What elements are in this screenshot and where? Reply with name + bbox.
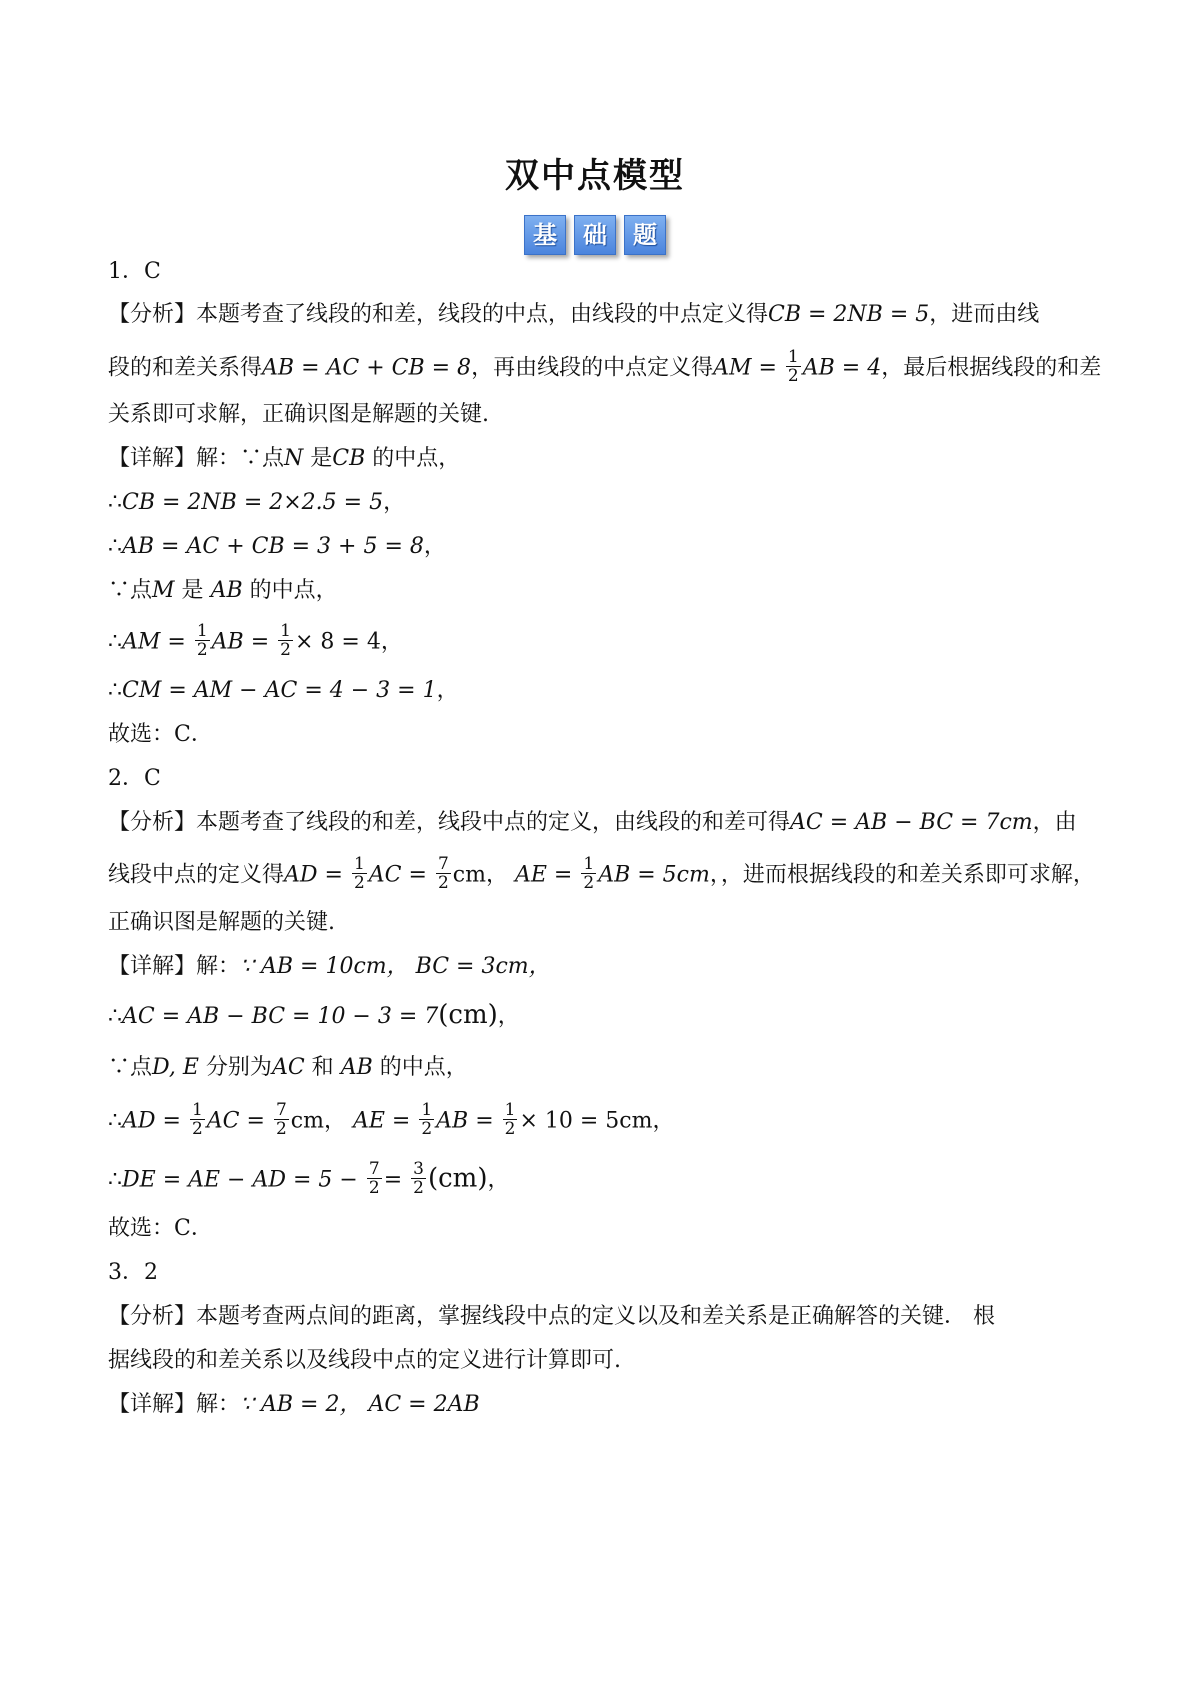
fraction: $\frac{7}{2}$ xyxy=(275,1100,287,1139)
q1-analysis-math: AB = AC + CB = 8 xyxy=(262,355,472,381)
q1-detail-line: ∴CM = AM − AC = 4 − 3 = 1， xyxy=(108,678,459,703)
q1-analysis-text: 【分析】本题考查了线段的和差，线段的中点，由线段的中点定义得 xyxy=(108,302,769,327)
q2-detail-line: ∴AD = $\frac{1}{2}$ AC = $\frac{7}{2}$ cm， AE = $\frac{1}{2}$ AB = $\frac{1}{2}$ × 10 = 5cm， xyxy=(108,1100,675,1139)
q1-analysis-text: 段的和差关系得 xyxy=(108,355,263,381)
q1-analysis-line: 关系即可求解，正确识图是解题的关键. xyxy=(108,402,489,427)
page-title: 双中点模型 xyxy=(505,156,685,196)
q3-analysis-line: 【分析】本题考查两点间的距离，掌握线段中点的定义以及和差关系是正确解答的关键． 根 xyxy=(108,1304,995,1329)
q2-analysis-line: 正确识图是解题的关键. xyxy=(108,910,335,935)
badge-char: 础 xyxy=(574,215,616,255)
q1-analysis-math: AM = xyxy=(713,355,777,381)
q1-detail-line: ∴AB = AC + CB = 3 + 5 = 8， xyxy=(108,534,446,559)
q2-detail-line: ∴DE = AE − AD = 5 − $\frac{7}{2}$ = $\frac{3}{2}$ (cm)， xyxy=(108,1159,510,1198)
detail-label: 【详解】解： xyxy=(108,954,241,979)
fraction: $\frac{1}{2}$ xyxy=(421,1100,433,1139)
badge-char: 题 xyxy=(624,215,666,255)
fraction: $\frac{1}{2}$ xyxy=(196,621,208,660)
fraction: $\frac{1}{2}$ xyxy=(583,854,595,893)
q1-analysis-math: AB = 4 xyxy=(802,355,882,381)
fraction: $\frac{1}{2}$ xyxy=(191,1100,203,1139)
fraction: $\frac{1}{2}$ xyxy=(353,854,365,893)
q1-analysis-text: ，进而由线 xyxy=(929,302,1040,327)
q1-analysis-text: ，再由线段的中点定义得 xyxy=(471,355,714,381)
q3-analysis-line: 据线段的和差关系以及线段中点的定义进行计算即可. xyxy=(108,1348,621,1373)
fraction: $\frac{7}{2}$ xyxy=(368,1159,380,1198)
fraction: $\frac{1}{2}$ xyxy=(280,621,291,660)
q2-detail-line: 【详解】解：∵ AB = 10cm， BC = 3cm， xyxy=(108,954,551,979)
detail-label: 【详解】解： xyxy=(108,446,241,471)
q1-detail-line: ∴CB = 2NB = 2×2.5 = 5， xyxy=(108,490,406,515)
q1-analysis-math: CB = 2NB = 5 xyxy=(768,302,930,327)
q2-heading: 2．C xyxy=(108,766,161,791)
fraction: $\frac{1}{2}$ xyxy=(787,347,799,386)
q1-choose: 故选：C． xyxy=(108,722,213,747)
difficulty-badge xyxy=(0,215,1190,255)
q2-analysis-line: 【分析】本题考查了线段的和差，线段中点的定义，由线段的和差可得AC = AB − BC = 7cm，由 xyxy=(108,810,1077,835)
fraction: $\frac{1}{2}$ xyxy=(504,1100,516,1139)
detail-label: 【详解】解： xyxy=(108,1392,241,1417)
badge-char: 基 xyxy=(524,215,566,255)
q2-analysis-line: 线段中点的定义得AD = $\frac{1}{2}$ AC = $\frac{7}{2}$ cm， AE = $\frac{1}{2}$ AB = 5cm，，进而根据线段的和差关系即可求解， xyxy=(108,854,1095,893)
q2-detail-line: ∴AC = AB − BC = 10 − 3 = 7(cm)， xyxy=(108,1000,520,1030)
q1-detail-line: ∴AM = $\frac{1}{2}$ AB = $\frac{1}{2}$ × 8 = 4， xyxy=(108,621,403,660)
q1-heading: 1．C xyxy=(108,259,161,284)
fraction: $\frac{7}{2}$ xyxy=(437,854,449,893)
q1-analysis-line xyxy=(108,300,1088,330)
q1-detail-line: 【详解】解：∵点N 是CB 的中点， xyxy=(108,446,461,471)
fraction: $\frac{3}{2}$ xyxy=(413,1159,424,1198)
q2-choose: 故选：C． xyxy=(108,1216,213,1241)
q3-heading: 3．2 xyxy=(108,1260,158,1285)
q1-analysis-text: ，最后根据线段的和差 xyxy=(881,355,1102,381)
q3-detail-line: 【详解】解：∵ AB = 2， AC = 2AB xyxy=(108,1392,480,1417)
q1-detail-line: ∵点M 是 AB 的中点， xyxy=(108,578,338,603)
q2-detail-line: ∵点D, E 分别为AC 和 AB 的中点， xyxy=(108,1055,468,1080)
q1-analysis-line xyxy=(108,347,1102,387)
